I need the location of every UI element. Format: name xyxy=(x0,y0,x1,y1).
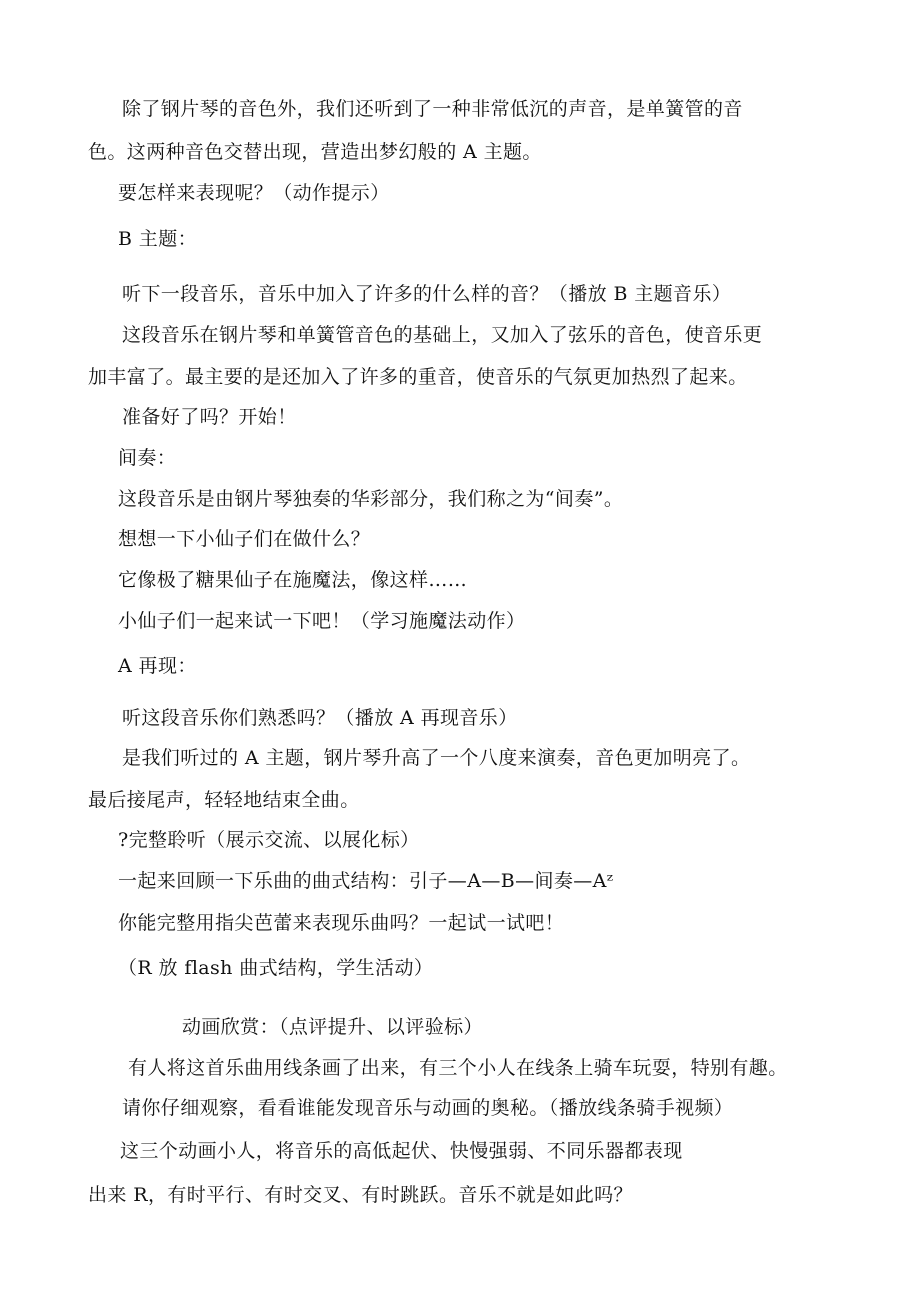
paragraph-line-17: 最后接尾声，轻轻地结束全曲。 xyxy=(88,789,360,811)
section-heading-interlude: 间奏： xyxy=(118,447,177,469)
paragraph-line-16: 是我们听过的 A 主题，钢片琴升高了一个八度来演奏，音色更加明亮了。 xyxy=(122,747,751,769)
paragraph-line-8: 准备好了吗？开始！ xyxy=(122,406,297,428)
section-heading-a-reprise: A 再现： xyxy=(118,655,197,677)
paragraph-line-19: 一起来回顾一下乐曲的曲式结构：引子—A—B—间奏—Aᶻ xyxy=(118,870,614,892)
paragraph-line-2: 色。这两种音色交替出现，营造出梦幻般的 A 主题。 xyxy=(88,141,542,163)
paragraph-line-20: 你能完整用指尖芭蕾来表现乐曲吗？一起试一试吧！ xyxy=(118,912,565,934)
paragraph-line-18: ?完整聆听（展示交流、以展化标） xyxy=(118,829,420,851)
paragraph-line-1: 除了钢片琴的音色外，我们还听到了一种非常低沉的声音，是单簧管的音 xyxy=(122,98,743,120)
paragraph-line-23: 有人将这首乐曲用线条画了出来，有三个小人在线条上骑车玩耍，特别有趣。 xyxy=(128,1057,788,1079)
paragraph-line-10: 这段音乐是由钢片琴独奏的华彩部分，我们称之为“间奏”。 xyxy=(118,488,624,510)
paragraph-line-26: 出来 R，有时平行、有时交叉、有时跳跃。音乐不就是如此吗？ xyxy=(88,1184,633,1206)
paragraph-line-11: 想想一下小仙子们在做什么？ xyxy=(118,528,371,550)
paragraph-line-6: 这段音乐在钢片琴和单簧管音色的基础上，又加入了弦乐的音色，使音乐更 xyxy=(122,324,763,346)
paragraph-line-21: （R 放 flash 曲式结构，学生活动） xyxy=(118,957,434,979)
section-heading-animation: 动画欣赏：（点评提升、以评验标） xyxy=(182,1016,483,1038)
paragraph-line-25: 这三个动画小人，将音乐的高低起伏、快慢强弱、不同乐器都表现 xyxy=(120,1140,683,1162)
paragraph-line-12: 它像极了糖果仙子在施魔法，像这样…… xyxy=(118,569,468,591)
paragraph-line-3: 要怎样来表现呢？（动作提示） xyxy=(118,182,390,204)
paragraph-line-7: 加丰富了。最主要的是还加入了许多的重音，使音乐的气氛更加热烈了起来。 xyxy=(88,366,748,388)
paragraph-line-15: 听这段音乐你们熟悉吗？（播放 A 再现音乐） xyxy=(122,707,518,729)
paragraph-line-13: 小仙子们一起来试一下吧！（学习施魔法动作） xyxy=(118,610,526,632)
paragraph-line-24: 请你仔细观察，看看谁能发现音乐与动画的奥秘。（播放线条骑手视频） xyxy=(122,1097,734,1119)
section-heading-b: B 主题： xyxy=(118,228,198,250)
paragraph-line-5: 听下一段音乐，音乐中加入了许多的什么样的音？（播放 B 主题音乐） xyxy=(122,283,732,305)
